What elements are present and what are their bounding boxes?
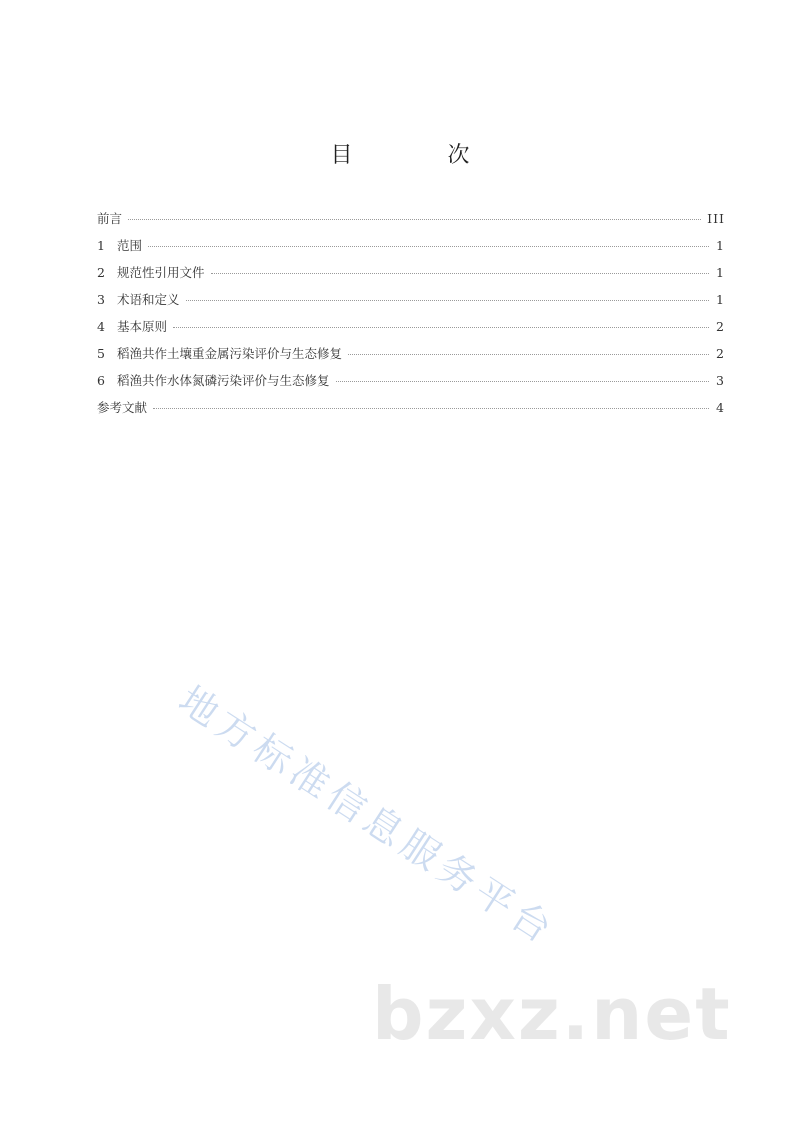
toc-entry-soil-heavy-metal[interactable] <box>97 343 725 370</box>
toc-entry-bibliography[interactable] <box>97 397 725 424</box>
toc-entry-label: 范围 <box>117 238 143 253</box>
toc-entry-page: 2 <box>716 346 725 361</box>
toc-entry-basic-principles[interactable] <box>97 316 725 343</box>
toc-entry-scope[interactable] <box>97 235 725 262</box>
toc-entry-page: 1 <box>716 238 725 253</box>
toc-entry-number: 3 <box>97 292 105 307</box>
toc-entry-number: 6 <box>97 373 105 388</box>
toc-entry-number: 4 <box>97 319 105 334</box>
toc-leader-dots <box>336 367 709 382</box>
toc-entry-foreword[interactable] <box>97 208 725 235</box>
toc-list <box>97 208 725 424</box>
toc-leader-dots <box>153 394 709 409</box>
toc-entry-page: 4 <box>716 400 725 415</box>
toc-entry-page: 1 <box>716 265 725 280</box>
toc-leader-dots <box>348 340 709 355</box>
toc-entry-label: 稻渔共作水体氮磷污染评价与生态修复 <box>117 373 330 388</box>
toc-entry-label: 基本原则 <box>117 319 168 334</box>
toc-entry-label: 前言 <box>97 211 123 226</box>
toc-entry-number: 1 <box>97 238 105 253</box>
toc-entry-page: 3 <box>716 373 725 388</box>
toc-entry-number: 2 <box>97 265 105 280</box>
toc-entry-label: 规范性引用文件 <box>117 265 205 280</box>
toc-entry-terms-definitions[interactable] <box>97 289 725 316</box>
toc-entry-label: 稻渔共作土壤重金属污染评价与生态修复 <box>117 346 343 361</box>
toc-entry-page: III <box>707 211 725 226</box>
toc-entry-label: 术语和定义 <box>117 292 180 307</box>
toc-entry-page: 1 <box>716 292 725 307</box>
toc-leader-dots <box>128 205 701 220</box>
watermark-chinese: 地方标准信息服务平台 <box>171 677 565 955</box>
toc-entry-label: 参考文献 <box>97 400 148 415</box>
toc-leader-dots <box>186 286 709 301</box>
toc-entry-water-nitrogen-phosphorus[interactable] <box>97 370 725 397</box>
toc-title: 目 次 <box>330 143 514 168</box>
toc-entry-number: 5 <box>97 346 105 361</box>
toc-leader-dots <box>148 232 709 247</box>
toc-leader-dots <box>173 313 709 328</box>
toc-entry-normative-references[interactable] <box>97 262 725 289</box>
watermark-domain: bzxz.net <box>372 972 732 1056</box>
toc-leader-dots <box>211 259 709 274</box>
toc-entry-page: 2 <box>716 319 725 334</box>
